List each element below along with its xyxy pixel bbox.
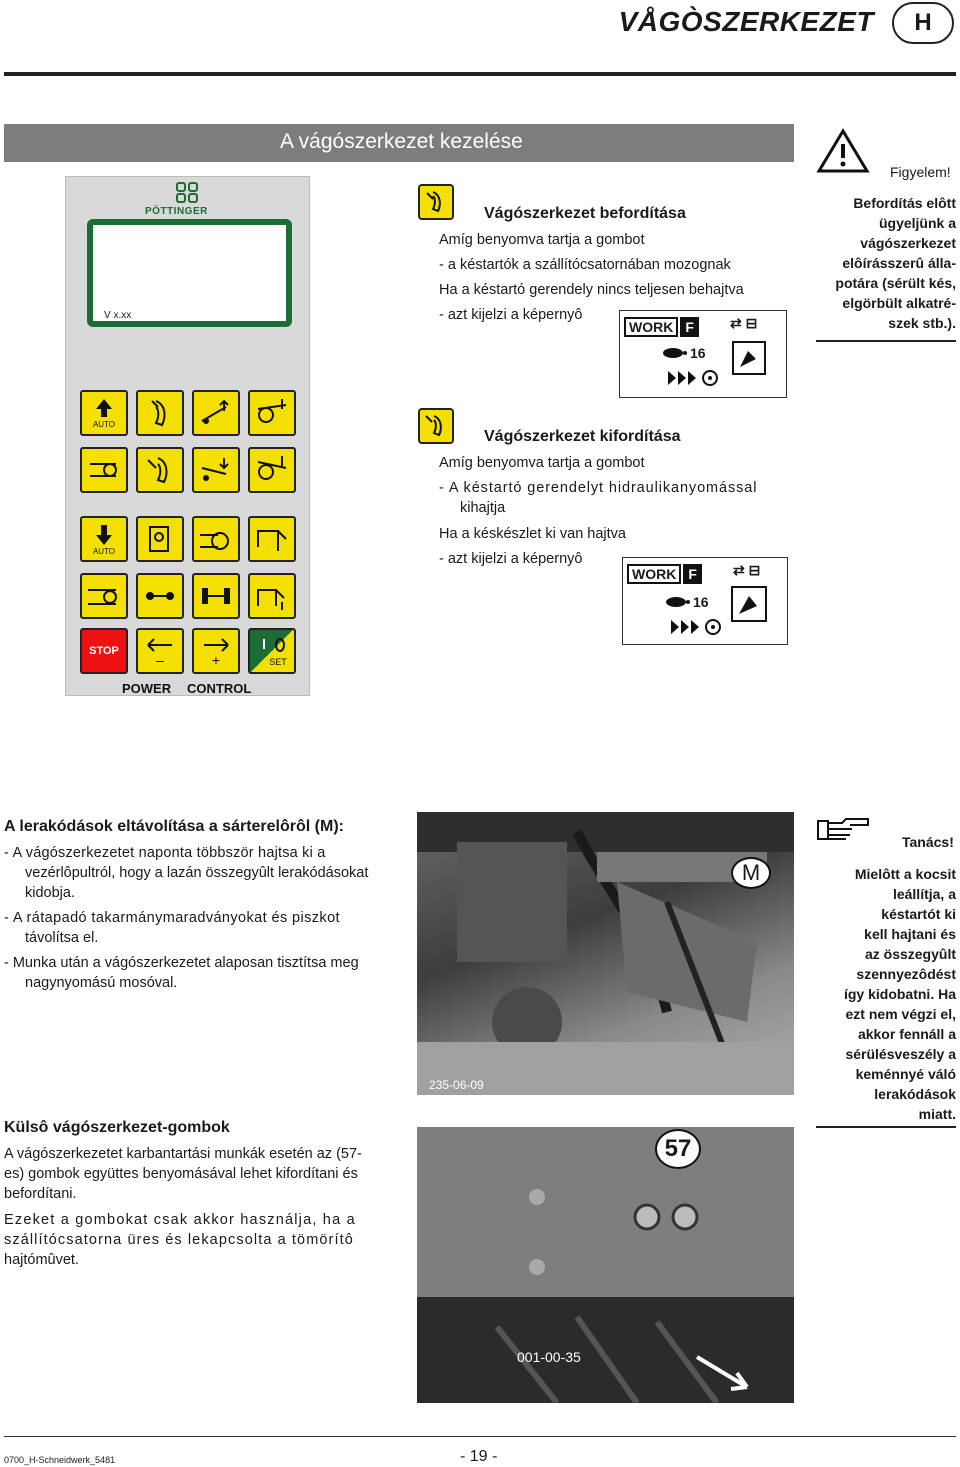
- knife-status-icon: [734, 343, 764, 373]
- marker-57: 57: [655, 1129, 701, 1169]
- warning-line: Befordítás elôtt: [853, 195, 956, 211]
- pickup-down-key[interactable]: [192, 447, 240, 493]
- turtle-icon: [663, 594, 691, 608]
- steering-key[interactable]: [192, 573, 240, 619]
- knife-in-key[interactable]: [136, 390, 184, 436]
- tip-line: leállítja, a: [892, 886, 956, 902]
- tip-line: késtartót ki: [881, 906, 956, 922]
- menu-key[interactable]: [136, 516, 184, 562]
- section-title: A vágószerkezet kezelése: [280, 130, 523, 153]
- dual-icon-2: ⇄ ⊟: [733, 562, 761, 578]
- rotor-up-icon: [254, 397, 290, 429]
- external-p1a: A vágószerkezetet karbantartási munkák esetén az (57-: [4, 1146, 362, 1162]
- page-header-title: VÅGÒSZERKEZET: [618, 6, 874, 37]
- tip-text: [806, 864, 956, 1124]
- block1-line4: - azt kijelzi a képernyô: [439, 307, 583, 323]
- stop-key-label: STOP: [89, 645, 119, 657]
- warning-line: ügyeljünk a: [878, 215, 956, 231]
- external-p2b: szállítócsatorna üres és lekapcsolta a tömörítô: [4, 1232, 354, 1248]
- tailgate-key[interactable]: [248, 516, 296, 562]
- external-heading: Külsô vágószerkezet-gombok: [4, 1119, 230, 1136]
- support-leg-icon: [254, 580, 290, 612]
- knife-in-button-icon: [418, 184, 454, 220]
- work-tag-1: WORK: [624, 317, 678, 337]
- tailgate-icon: [254, 523, 290, 555]
- warning-line: elôírásszerû álla-: [842, 255, 956, 271]
- work-tag-2: WORK: [627, 564, 681, 584]
- footer-rule: [4, 1436, 956, 1437]
- power-label: POWER: [122, 681, 172, 696]
- block2-title: Vágószerkezet kifordítása: [484, 428, 681, 445]
- marker-m: M: [731, 857, 771, 889]
- page-number: - 19 -: [460, 1448, 498, 1465]
- arrow-up-icon: [86, 397, 122, 429]
- turtle-icon: [660, 345, 688, 359]
- block1-line2: - a késtartók a szállítócsatornában mozognak: [439, 257, 731, 273]
- cleaning-b2b: távolítsa el.: [25, 930, 99, 946]
- external-p2c: hajtómûvet.: [4, 1252, 79, 1268]
- block2-line3: Ha a késkészlet ki van hajtva: [439, 526, 626, 542]
- cleaning-b3a: - Munka után a vágószerkezetet alaposan tisztítsa meg: [4, 955, 359, 971]
- block1-line3: Ha a késtartó gerendely nincs teljesen behajtva: [439, 282, 744, 298]
- pickup-up-key[interactable]: [192, 390, 240, 436]
- minus-label: –: [156, 652, 164, 667]
- drum-icon: [198, 523, 234, 555]
- external-p1c: befordítani.: [4, 1186, 77, 1202]
- warning-line: vágószerkezet: [860, 235, 956, 251]
- block1-title: Vágószerkezet befordítása: [484, 205, 686, 222]
- photo2-code: 001-00-35: [517, 1349, 581, 1365]
- knife-status-box-2: [731, 586, 767, 622]
- cleaning-b2a: - A rátapadó takarmánymaradványokat és piszkot: [4, 910, 340, 926]
- forward-arrows-icon: [669, 616, 729, 638]
- auto-up-key[interactable]: [80, 390, 128, 436]
- pointing-hand-icon: [816, 815, 872, 843]
- support-key[interactable]: [248, 573, 296, 619]
- photo1-code: 235-06-09: [429, 1078, 484, 1092]
- block2-line1: Amíg benyomva tartja a gombot: [439, 455, 645, 471]
- deflector-photo: [417, 812, 794, 1095]
- belt-key[interactable]: [80, 447, 128, 493]
- warning-text: [806, 193, 956, 333]
- external-buttons-photo: [417, 1127, 794, 1403]
- tip-line: az összegyûlt: [864, 946, 956, 962]
- speed-value-1: 16: [690, 345, 706, 361]
- conveyor-icon: [86, 454, 122, 486]
- tip-line: kell hajtani és: [864, 926, 956, 942]
- knife-in-icon: [142, 397, 178, 429]
- cleaning-b1b: vezérlôpultról, hogy a lazán összegyûlt lerakódásokat: [25, 865, 369, 881]
- knife-status-box-1: [732, 341, 766, 375]
- tip-line: miatt.: [918, 1106, 956, 1122]
- cleaning-b1a: - A vágószerkezetet naponta többször hajtsa ki a: [4, 845, 326, 861]
- axle-key[interactable]: [136, 573, 184, 619]
- language-badge: H: [892, 2, 954, 44]
- knife-status-icon: [733, 588, 765, 620]
- f-tag-1: F: [680, 317, 699, 337]
- block2-line2a: - A késtartó gerendelyt hidraulikanyomással: [439, 480, 758, 496]
- arrow-left-icon: [142, 635, 178, 667]
- brand-logo-text: PÖTTINGER: [145, 206, 208, 217]
- auto-down-key[interactable]: [80, 516, 128, 562]
- warning-title: Figyelem!: [890, 164, 951, 180]
- power-set-key[interactable]: [248, 628, 296, 674]
- external-p1b: es) gombok együttes benyomásával lehet kifordítani és: [4, 1166, 358, 1182]
- tip-line: lerakódások: [874, 1086, 956, 1102]
- tip-line: így kidobatni. Ha: [843, 986, 956, 1002]
- rotor-down-icon: [254, 454, 290, 486]
- version-label: V x.xx: [104, 310, 132, 321]
- pottinger-logo-icon: [175, 182, 199, 204]
- warning-line: elgörbült alkatré-: [842, 295, 956, 311]
- knife-out-key[interactable]: [136, 447, 184, 493]
- f-tag-2: F: [683, 564, 702, 584]
- external-p2a: Ezeket a gombokat csak akkor használja, ha a: [4, 1212, 356, 1228]
- drum-key[interactable]: [192, 516, 240, 562]
- knife-out-button-icon: [418, 408, 454, 444]
- work-display-1: [619, 310, 787, 398]
- cleaning-b3b: nagynyomású mosóval.: [25, 975, 178, 991]
- cleaning-list: [4, 843, 382, 993]
- floor-key[interactable]: [80, 573, 128, 619]
- warning-line: szek stb.).: [888, 315, 956, 331]
- auto-label-1: AUTO: [92, 420, 116, 429]
- plus-label: +: [211, 652, 221, 667]
- tip-line: keménnyé váló: [855, 1066, 956, 1082]
- block1-line1: Amíg benyomva tartja a gombot: [439, 232, 645, 248]
- work-display-2: [622, 557, 788, 645]
- forward-arrows-icon: [666, 367, 726, 389]
- footer-doc-code: 0700_H-Schneidwerk_5481: [4, 1455, 116, 1465]
- tip-line: akkor fennáll a: [857, 1026, 956, 1042]
- stop-key[interactable]: [80, 628, 128, 674]
- dual-icon-1: ⇄ ⊟: [730, 315, 758, 331]
- machine-illustration: [417, 812, 794, 1095]
- speed-value-2: 16: [693, 594, 709, 610]
- tip-line: Mielôtt a kocsit: [854, 866, 956, 882]
- pickup-down-icon: [198, 454, 234, 486]
- plus-key[interactable]: [192, 628, 240, 674]
- arrow-down-icon: [86, 523, 122, 555]
- block2-line4: - azt kijelzi a képernyô: [439, 551, 583, 567]
- header-rule: [4, 72, 956, 76]
- tip-line: ezt nem végzi el,: [845, 1006, 956, 1022]
- tip-rule: [816, 1126, 956, 1128]
- warning-triangle-icon: [816, 128, 870, 174]
- minus-key[interactable]: [136, 628, 184, 674]
- tip-line: szennyezôdést: [856, 966, 956, 982]
- knife-out-icon: [142, 454, 178, 486]
- cleaning-heading: A lerakódások eltávolítása a sárterelôrôl (M):: [4, 818, 344, 835]
- set-label: SET: [269, 657, 287, 667]
- control-label: CONTROL: [187, 681, 252, 696]
- floor-icon: [86, 580, 122, 612]
- buttons-illustration: [417, 1127, 794, 1403]
- auto-label-3: AUTO: [92, 547, 116, 555]
- external-text: [4, 1144, 382, 1270]
- arrow-right-icon: [198, 635, 234, 667]
- warning-line: potára (sérült kés,: [835, 275, 956, 291]
- block2-line2b: kihajtja: [460, 500, 506, 516]
- tip-line: sérülésveszély a: [845, 1046, 956, 1062]
- rotor-up-key[interactable]: [248, 390, 296, 436]
- steering-axle-icon: [198, 580, 234, 612]
- power-icon: [254, 635, 290, 667]
- axle-icon: [142, 580, 178, 612]
- device-icon: [142, 523, 178, 555]
- tip-title: Tanács!: [902, 834, 954, 850]
- rotor-down-key[interactable]: [248, 447, 296, 493]
- cleaning-b1c: kidobja.: [25, 885, 75, 901]
- warning-rule: [816, 340, 956, 342]
- pickup-up-icon: [198, 397, 234, 429]
